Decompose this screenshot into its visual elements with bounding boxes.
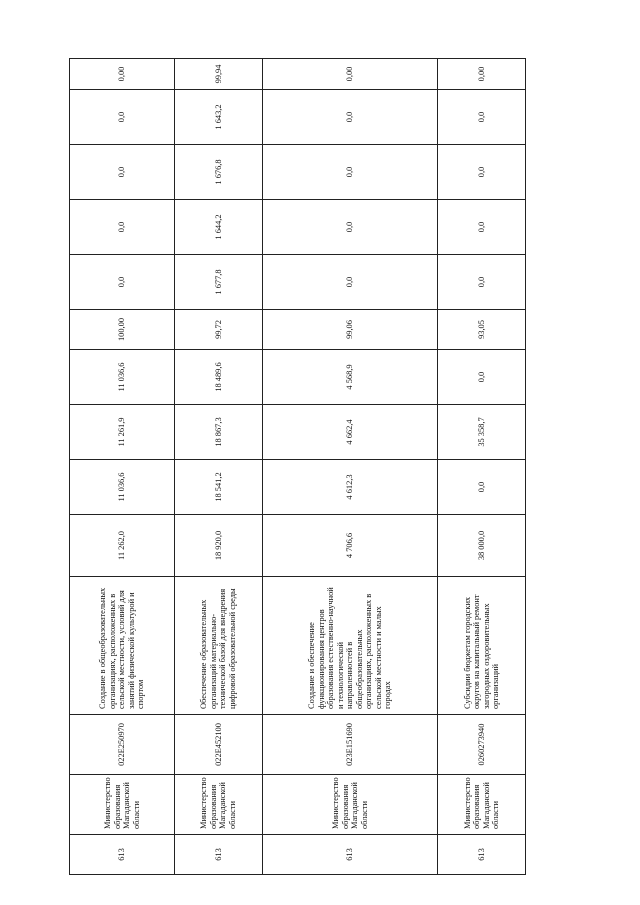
value-cell: 4 612,3 xyxy=(262,460,438,515)
value-cell: 0,0 xyxy=(438,255,526,310)
value-cell: 0,00 xyxy=(262,59,438,90)
table-row xyxy=(438,59,526,875)
description-cell: Создание в общеобразовательных организациях, расположенных в сельской местности, условий для занятий физической культурой и спортом xyxy=(70,577,175,715)
budget-code-cell: 022E452100 xyxy=(175,715,262,775)
value-cell: 0,0 xyxy=(262,145,438,200)
description-cell: Субсидии бюджетам городских округов на капитальный ремонт загородных оздоровительных организаций xyxy=(438,577,526,715)
value-cell: 0,00 xyxy=(438,59,526,90)
organization-cell: Министерство образования Магаданской области xyxy=(70,775,175,835)
value-cell: 0,0 xyxy=(438,460,526,515)
value-cell: 0,0 xyxy=(262,90,438,145)
organization-cell: Министерство образования Магаданской области xyxy=(438,775,526,835)
value-cell: 11 036,6 xyxy=(70,350,175,405)
ministry-code-cell: 613 xyxy=(262,835,438,875)
value-cell: 4 568,9 xyxy=(262,350,438,405)
value-cell: 0,0 xyxy=(438,350,526,405)
ministry-code-cell: 613 xyxy=(438,835,526,875)
value-cell: 0,0 xyxy=(438,90,526,145)
budget-table xyxy=(69,58,526,875)
organization-cell: Министерство образования Магаданской области xyxy=(262,775,438,835)
value-cell: 100,00 xyxy=(70,310,175,350)
value-cell: 0,0 xyxy=(70,90,175,145)
value-cell: 0,0 xyxy=(70,255,175,310)
value-cell: 11 262,0 xyxy=(70,515,175,577)
value-cell: 4 706,6 xyxy=(262,515,438,577)
budget-code-cell: 022E250970 xyxy=(70,715,175,775)
value-cell: 99,06 xyxy=(262,310,438,350)
value-cell: 11 036,6 xyxy=(70,460,175,515)
table-row xyxy=(175,59,262,875)
value-cell: 93,05 xyxy=(438,310,526,350)
value-cell: 4 662,4 xyxy=(262,405,438,460)
value-cell: 99,72 xyxy=(175,310,262,350)
table-row xyxy=(262,59,438,875)
value-cell: 1 644,2 xyxy=(175,200,262,255)
value-cell: 18 867,3 xyxy=(175,405,262,460)
value-cell: 1 677,8 xyxy=(175,255,262,310)
value-cell: 0,00 xyxy=(70,59,175,90)
table-row xyxy=(70,59,175,875)
value-cell: 0,0 xyxy=(70,145,175,200)
value-cell: 18 489,6 xyxy=(175,350,262,405)
ministry-code-cell: 613 xyxy=(175,835,262,875)
value-cell: 0,0 xyxy=(262,255,438,310)
value-cell: 18 920,0 xyxy=(175,515,262,577)
description-cell: Создание и обеспечение функционирования центров образования естественно-научной и технологической направленностей в общеобразовательных организациях, расположенных в сельской местности и малых городах xyxy=(262,577,438,715)
ministry-code-cell: 613 xyxy=(70,835,175,875)
value-cell: 0,0 xyxy=(438,200,526,255)
value-cell: 1 643,2 xyxy=(175,90,262,145)
value-cell: 0,0 xyxy=(70,200,175,255)
value-cell: 99,94 xyxy=(175,59,262,90)
budget-code-cell: 0260273940 xyxy=(438,715,526,775)
value-cell: 1 676,8 xyxy=(175,145,262,200)
description-cell: Обеспечение образовательных организаций материально-технической базой для внедрения цифровой образовательной среды xyxy=(175,577,262,715)
value-cell: 38 000,0 xyxy=(438,515,526,577)
budget-code-cell: 023E151690 xyxy=(262,715,438,775)
value-cell: 0,0 xyxy=(262,200,438,255)
rotated-table-container xyxy=(69,59,526,875)
value-cell: 11 261,9 xyxy=(70,405,175,460)
organization-cell: Министерство образования Магаданской области xyxy=(175,775,262,835)
value-cell: 0,0 xyxy=(438,145,526,200)
value-cell: 18 541,2 xyxy=(175,460,262,515)
value-cell: 35 358,7 xyxy=(438,405,526,460)
